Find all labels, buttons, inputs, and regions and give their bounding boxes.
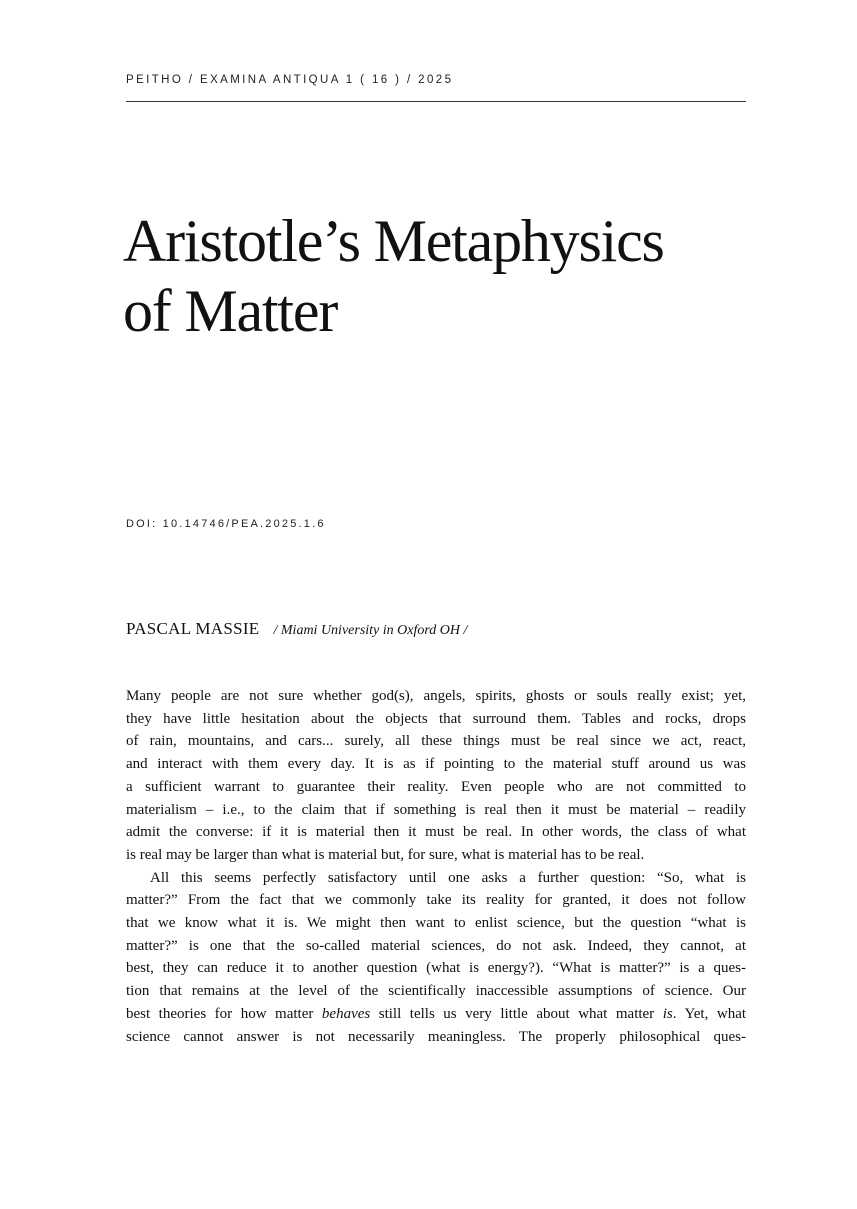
- body-line: best, they can reduce it to another question (what is energy?). “What is matter?” is a ques-: [126, 960, 746, 977]
- body-line: Many people are not sure whether god(s), angels, spirits, ghosts or souls really exist; yet,: [126, 688, 746, 704]
- article-title: [123, 206, 763, 346]
- body-line: that we know what it is. We might then want to enlist science, but the question “what is: [126, 915, 746, 932]
- body-line: tion that remains at the level of the scientifically inaccessible assumptions of science. Our: [126, 983, 746, 1000]
- text-run: best theories for how matter: [126, 1005, 314, 1022]
- body-line: they have little hesitation about the objects that surround them. Tables and rocks, drops: [126, 710, 746, 727]
- body-line: and interact with them every day. It is as if pointing to the material stuff around us was: [126, 756, 746, 773]
- body-line: matter?” is one that the so-called material sciences, do not ask. Indeed, they cannot, at: [126, 937, 746, 954]
- emphasis-is: is: [662, 1005, 673, 1022]
- header-rule: [126, 101, 746, 102]
- body-line: science cannot answer is not necessarily meaningless. The properly philosophical ques-: [126, 1028, 746, 1045]
- author-line: [126, 619, 467, 639]
- body-line: of rain, mountains, and cars... surely, all these things must be real since we act, react,: [126, 733, 746, 750]
- title-line-1: Aristotle’s Metaphysics: [123, 208, 664, 274]
- body-line: admit the converse: if it is material then it must be real. In other words, the class of what: [126, 824, 746, 841]
- author-name: PASCAL MASSIE: [126, 619, 260, 638]
- body-line: is real may be larger than what is material but, for sure, what is material has to be real.: [126, 846, 645, 863]
- text-run: . Yet, what: [672, 1005, 747, 1022]
- journal-header: PEITHO / EXAMINA ANTIQUA 1 ( 16 ) / 2025: [126, 74, 454, 86]
- body-line-mixed: [126, 1003, 746, 1026]
- doi: DOI: 10.14746/PEA.2025.1.6: [126, 518, 326, 530]
- body-text: [126, 685, 746, 1048]
- emphasis-behaves: behaves: [321, 1005, 371, 1022]
- author-affiliation: / Miami University in Oxford OH /: [273, 623, 468, 638]
- body-line: matter?” From the fact that we commonly take its reality for granted, it does not follow: [126, 892, 746, 909]
- body-line: All this seems perfectly satisfactory until one asks a further question: “So, what is: [150, 869, 746, 886]
- text-run: still tells us very little about what matter: [378, 1005, 655, 1022]
- title-line-2: of Matter: [123, 278, 338, 344]
- body-line: a sufficient warrant to guarantee their reality. Even people who are not committed to: [126, 778, 746, 795]
- body-line: materialism – i.e., to the claim that if something is real then it must be material – readily: [126, 801, 746, 818]
